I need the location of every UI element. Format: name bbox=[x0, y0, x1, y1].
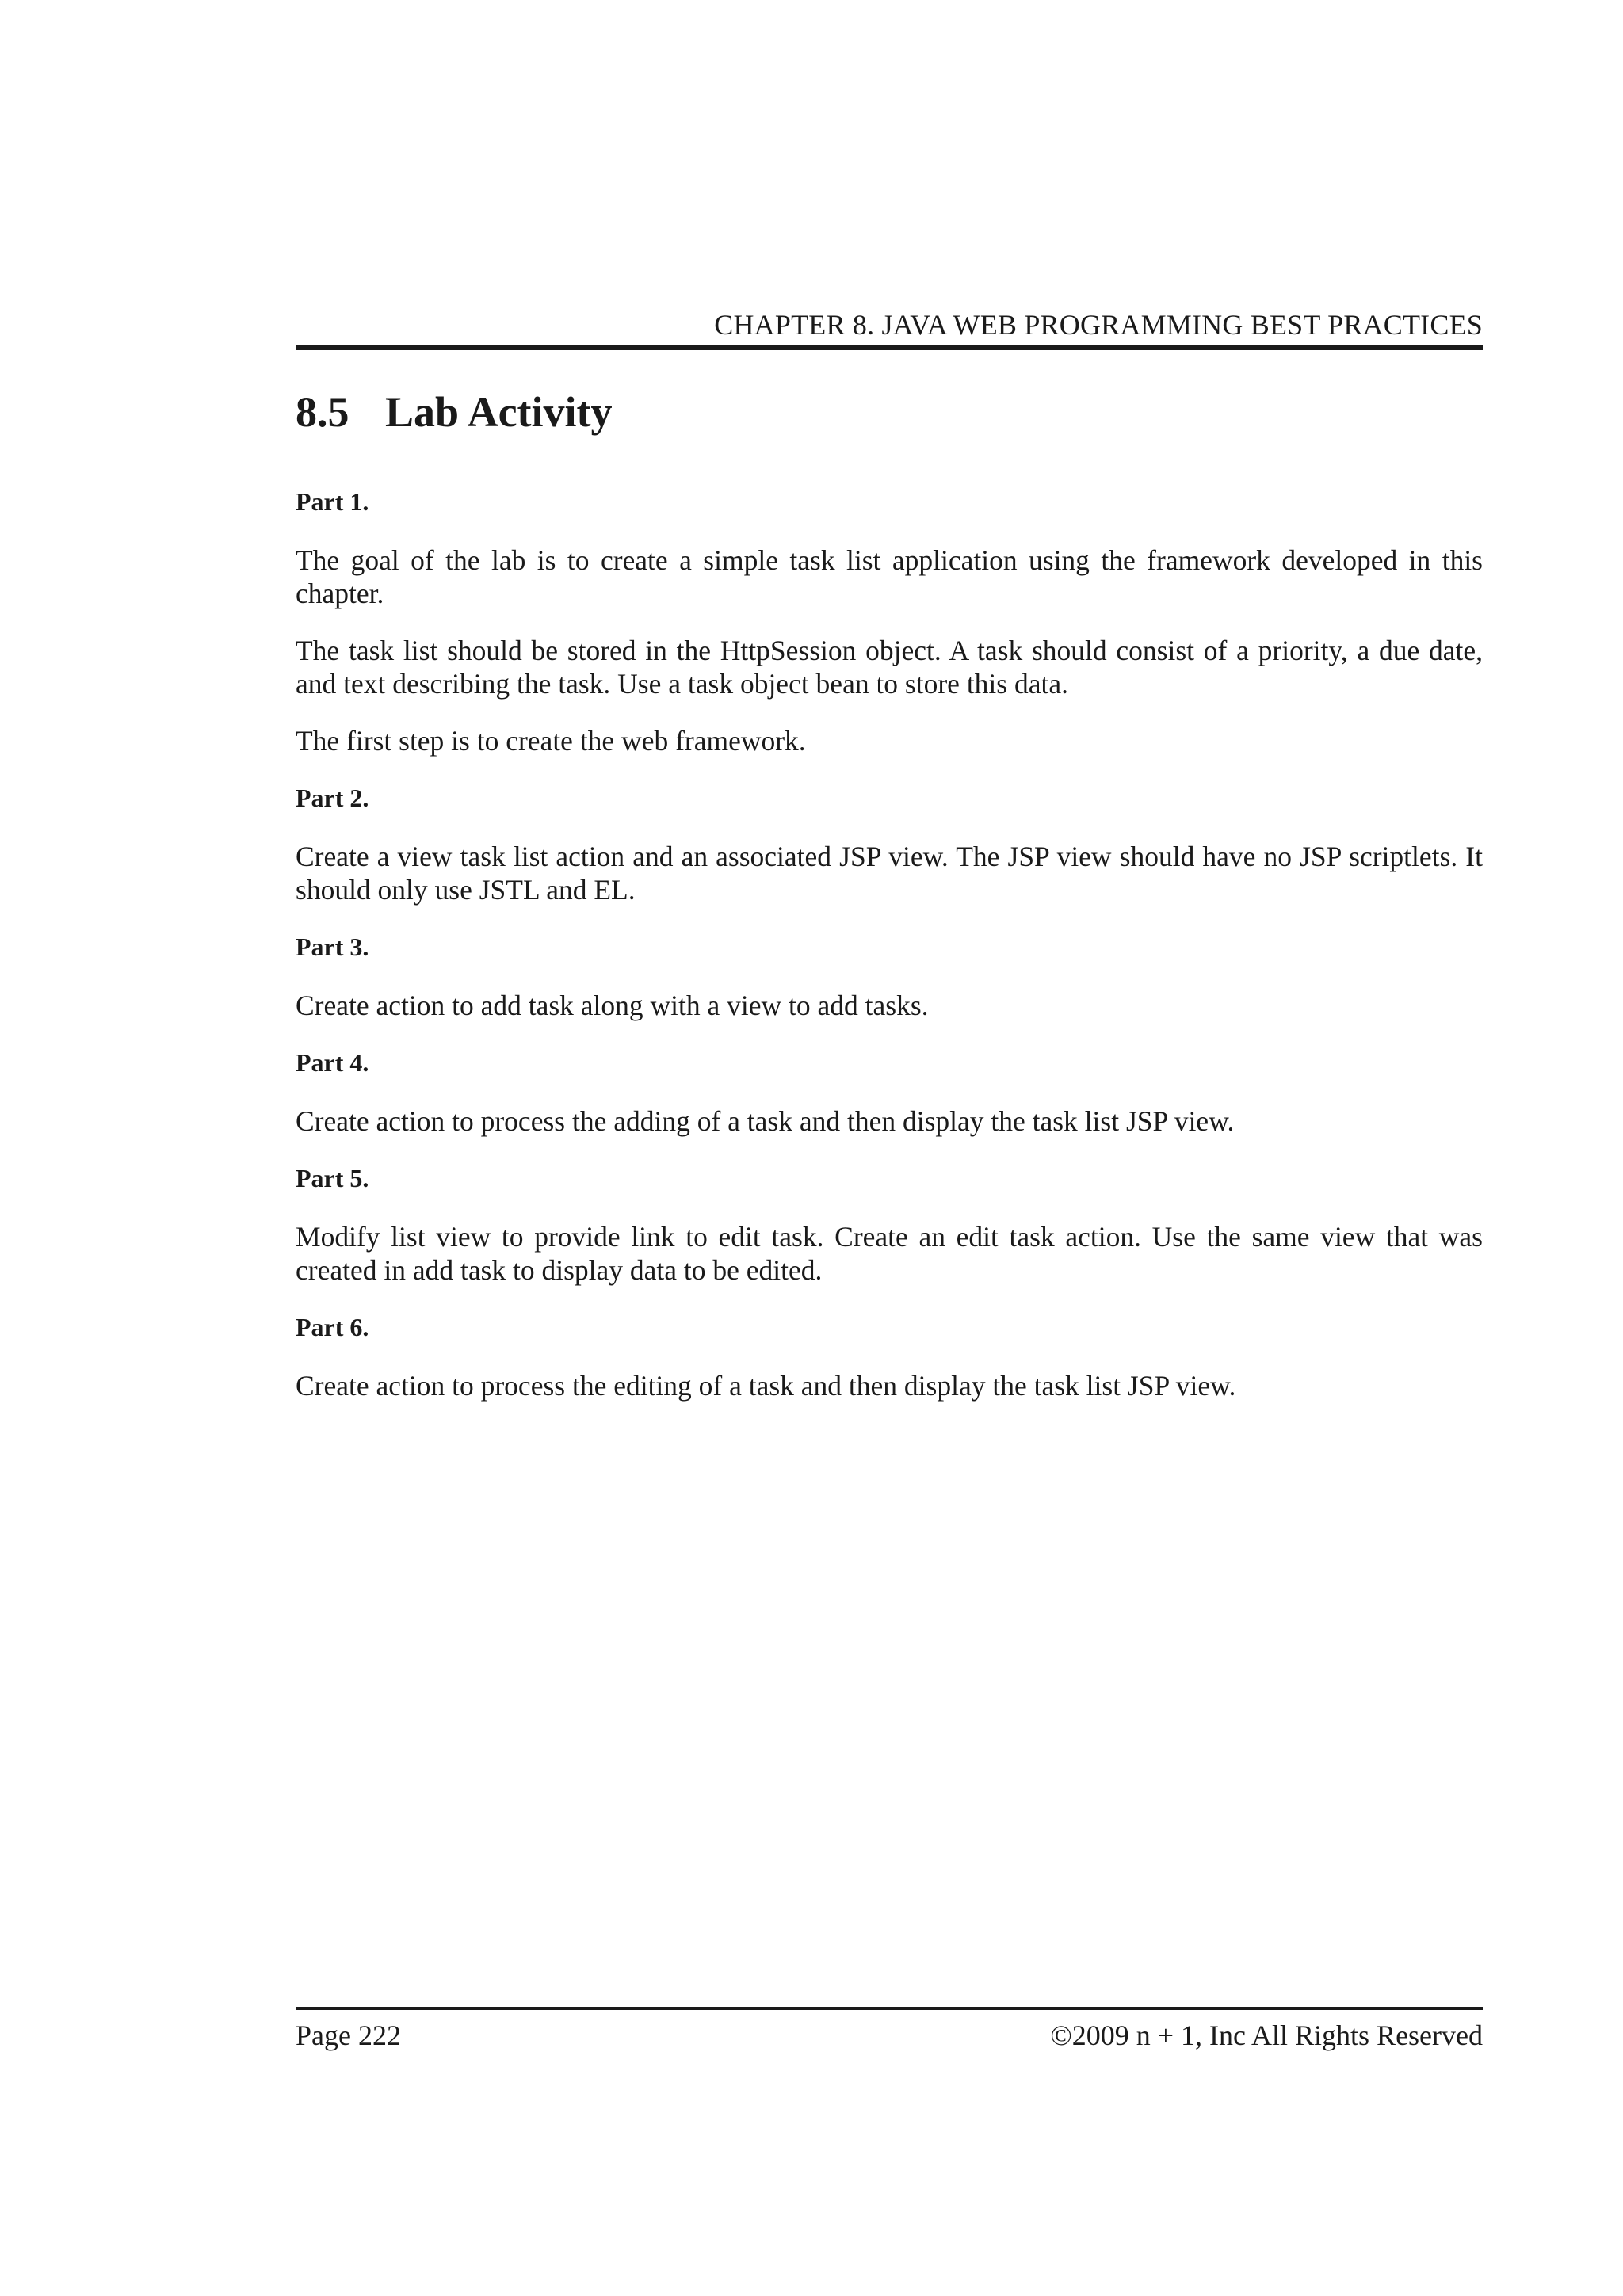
running-header: CHAPTER 8. JAVA WEB PROGRAMMING BEST PRACTICES bbox=[714, 309, 1483, 341]
part-4 bbox=[296, 1046, 1483, 1138]
part-3 bbox=[296, 930, 1483, 1022]
paragraph: The first step is to create the web framework. bbox=[296, 725, 806, 757]
paragraph: Create action to add task along with a view to add tasks. bbox=[296, 990, 929, 1021]
document-page bbox=[296, 0, 1483, 2296]
part-5 bbox=[296, 1161, 1483, 1287]
paragraph: The goal of the lab is to create a simple task list application using the framework developed in this chapter. bbox=[296, 544, 1483, 609]
paragraph: Create action to process the editing of a task and then display the task list JSP view. bbox=[296, 1370, 1236, 1402]
section-title-text: Lab Activity bbox=[385, 388, 613, 436]
part-6 bbox=[296, 1310, 1483, 1402]
part-heading: Part 1. bbox=[296, 487, 369, 516]
part-heading: Part 5. bbox=[296, 1164, 369, 1192]
paragraph: Create a view task list action and an associated JSP view. The JSP view should have no JSP scriptlets. It should only use JSTL and EL. bbox=[296, 841, 1483, 906]
paragraph: The task list should be stored in the HttpSession object. A task should consist of a priority, a due date, and text describing the task. Use a task object bean to store this data. bbox=[296, 635, 1483, 700]
page-number: Page 222 bbox=[296, 2019, 401, 2051]
paragraph: Create action to process the adding of a task and then display the task list JSP view. bbox=[296, 1105, 1235, 1137]
lab-content bbox=[296, 485, 1483, 1402]
part-heading: Part 2. bbox=[296, 784, 369, 812]
part-1 bbox=[296, 485, 1483, 757]
header-rule bbox=[296, 345, 1483, 350]
part-heading: Part 6. bbox=[296, 1313, 369, 1341]
part-heading: Part 4. bbox=[296, 1048, 369, 1077]
copyright-notice: ©2009 n + 1, Inc All Rights Reserved bbox=[1050, 2019, 1483, 2051]
footer-rule bbox=[296, 2007, 1483, 2010]
section-title bbox=[296, 387, 613, 437]
paragraph: Modify list view to provide link to edit task. Create an edit task action. Use the same view that was created in add task to display data to be edited. bbox=[296, 1221, 1483, 1286]
section-number: 8.5 bbox=[296, 388, 349, 436]
part-heading: Part 3. bbox=[296, 933, 369, 961]
part-2 bbox=[296, 781, 1483, 906]
